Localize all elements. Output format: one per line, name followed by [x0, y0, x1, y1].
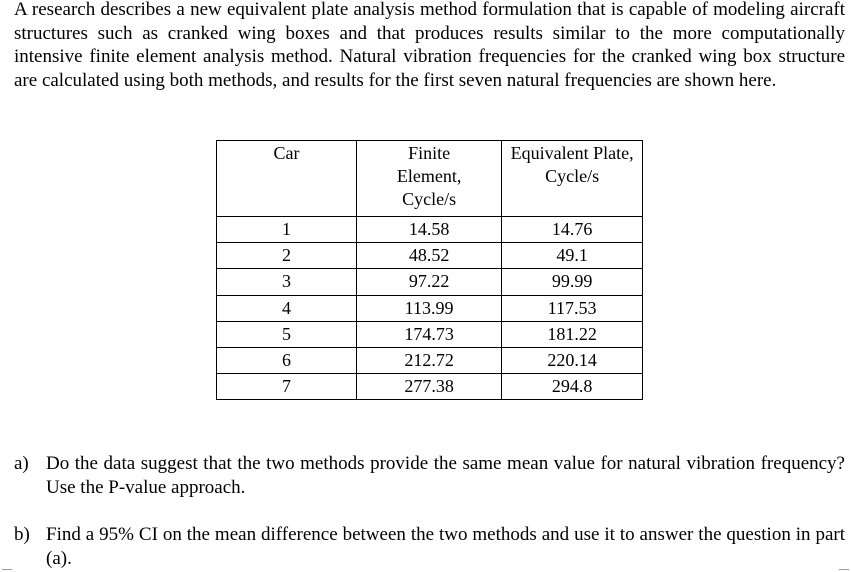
page-corner-mark-left: [2, 569, 12, 570]
cell-finite-element: 277.38: [357, 374, 502, 400]
cell-equivalent-plate: 220.14: [502, 347, 643, 373]
table-row: [217, 243, 643, 269]
table-row: [217, 295, 643, 321]
frequency-table: [216, 140, 643, 400]
header-equivalent-plate-label: Equivalent Plate, Cycle/s: [510, 143, 634, 186]
header-finite-element: [357, 141, 502, 217]
cell-equivalent-plate: 14.76: [502, 217, 643, 243]
cell-equivalent-plate: 99.99: [502, 269, 643, 295]
cell-finite-element: 174.73: [357, 321, 502, 347]
problem-intro: A research describes a new equivalent plate analysis method formulation that is capable of modeling aircraft structures such as cranked wing boxes and that produces results similar to the more computationally intensive finite element analysis method. Natural vibration frequencies for the cranked wing box structure are calculated using both methods, and results for the first seven natural frequencies are shown here.: [14, 0, 845, 91]
question-b-text: Find a 95% CI on the mean difference between the two methods and use it to answer the question in part (a).: [46, 524, 845, 569]
cell-equivalent-plate: 49.1: [502, 243, 643, 269]
cell-equivalent-plate: 294.8: [502, 374, 643, 400]
cell-equivalent-plate: 117.53: [502, 295, 643, 321]
cell-car: 5: [217, 321, 357, 347]
question-b-label: b): [14, 524, 30, 545]
cell-car: 2: [217, 243, 357, 269]
header-equivalent-plate: [502, 141, 643, 217]
cell-car: 7: [217, 374, 357, 400]
question-a: [14, 452, 845, 500]
header-car: [217, 141, 357, 217]
cell-car: 3: [217, 269, 357, 295]
table-row: [217, 321, 643, 347]
cell-finite-element: 212.72: [357, 347, 502, 373]
table-header-row: [217, 141, 643, 217]
table-row: [217, 217, 643, 243]
cell-car: 1: [217, 217, 357, 243]
page-corner-mark-right: [839, 569, 849, 570]
cell-finite-element: 48.52: [357, 243, 502, 269]
header-car-label: Car: [273, 143, 300, 163]
cell-finite-element: 97.22: [357, 269, 502, 295]
question-b: [14, 523, 845, 571]
cell-car: 4: [217, 295, 357, 321]
cell-car: 6: [217, 347, 357, 373]
question-a-text: Do the data suggest that the two methods provide the same mean value for natural vibration frequency? Use the P-value approach.: [46, 453, 845, 498]
header-finite-element-label: Finite Element, Cycle/s: [396, 143, 462, 209]
cell-finite-element: 14.58: [357, 217, 502, 243]
cell-equivalent-plate: 181.22: [502, 321, 643, 347]
question-a-label: a): [14, 453, 29, 474]
table-row: [217, 269, 643, 295]
table-row: [217, 374, 643, 400]
table-row: [217, 347, 643, 373]
cell-finite-element: 113.99: [357, 295, 502, 321]
